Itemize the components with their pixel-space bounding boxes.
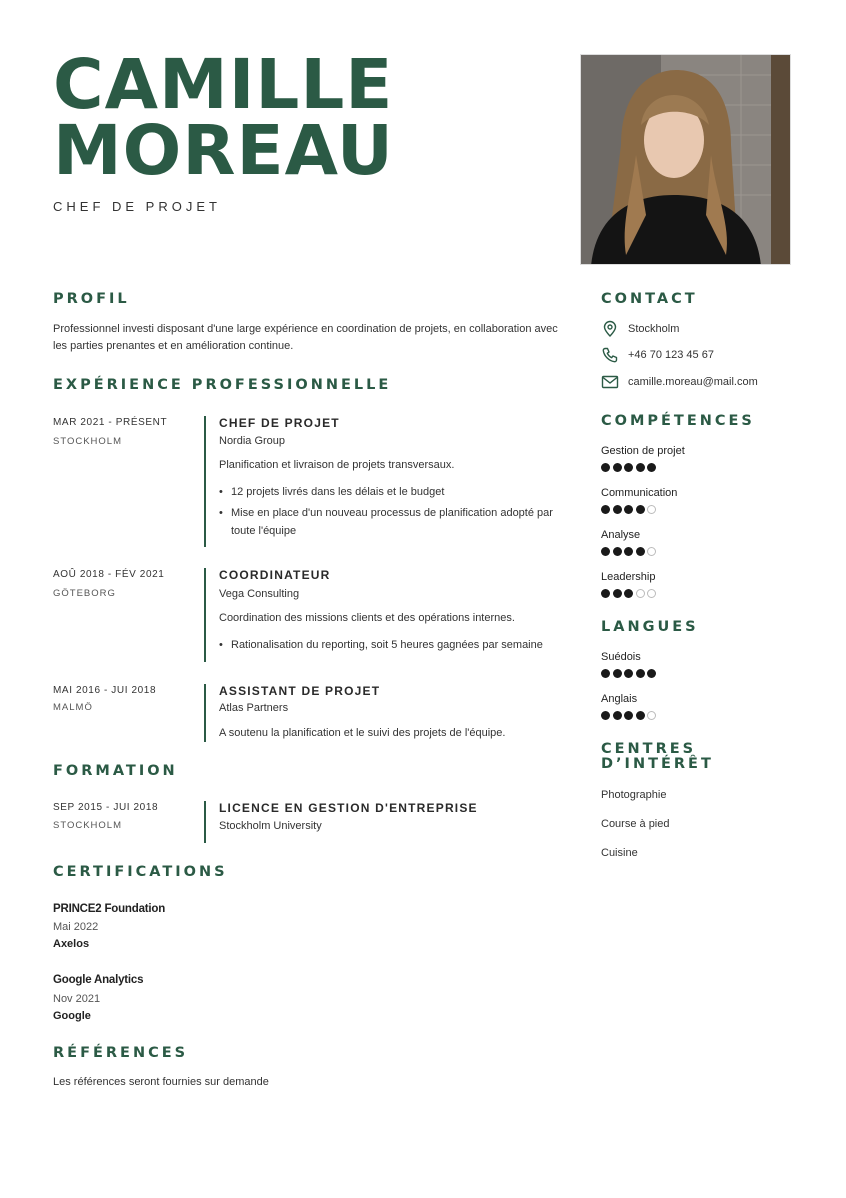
rating-dot-filled: [601, 711, 610, 720]
interest-item: Course à pied: [601, 818, 670, 830]
job-location: MALMÖ: [53, 702, 93, 713]
references-text: Les références seront fournies sur demande: [53, 1076, 269, 1088]
language-rating: [601, 669, 659, 680]
job-company: Atlas Partners: [219, 702, 289, 714]
education-dates: SEP 2015 - JUI 2018: [53, 802, 159, 813]
rating-dot-filled: [636, 463, 645, 472]
section-title-skills: COMPÉTENCES: [601, 413, 755, 429]
job-description: A soutenu la planification et le suivi des projets de l'équipe.: [219, 727, 506, 739]
rating-dot-filled: [624, 711, 633, 720]
section-title-certifications: CERTIFICATIONS: [53, 864, 228, 880]
job-bullet: • Mise en place d'un nouveau processus de planification adopté par toute l'équipe: [219, 504, 564, 540]
timeline-bar: [204, 416, 206, 547]
rating-dot-empty: [647, 547, 656, 556]
education-location: STOCKHOLM: [53, 820, 123, 831]
certification-name: PRINCE2 Foundation: [53, 903, 166, 915]
rating-dot-filled: [613, 711, 622, 720]
rating-dot-filled: [636, 669, 645, 678]
section-title-contact: CONTACT: [601, 291, 698, 307]
interests-title-line-1: CENTRES: [601, 741, 697, 757]
rating-dot-filled: [613, 505, 622, 514]
rating-dot-empty: [647, 589, 656, 598]
skill-rating: [601, 547, 659, 558]
contact-phone-text: +46 70 123 45 67: [628, 349, 714, 361]
rating-dot-filled: [601, 463, 610, 472]
phone-icon: [601, 346, 619, 364]
job-location: GÖTEBORG: [53, 588, 116, 599]
rating-dot-filled: [636, 547, 645, 556]
section-title-interests: [601, 742, 714, 772]
profile-text-line-1: Professionnel investi disposant d'une large expérience en coordination de projets, en collaboration avec: [53, 323, 558, 335]
job-description: Planification et livraison de projets transversaux.: [219, 459, 455, 471]
job-company: Vega Consulting: [219, 588, 300, 600]
rating-dot-filled: [624, 589, 633, 598]
rating-dot-filled: [624, 463, 633, 472]
skill-name: Gestion de projet: [601, 445, 685, 457]
rating-dot-filled: [624, 505, 633, 514]
interest-item: Photographie: [601, 789, 667, 801]
education-school: Stockholm University: [219, 820, 322, 832]
rating-dot-filled: [601, 589, 610, 598]
skill-rating: [601, 463, 659, 474]
job-location: STOCKHOLM: [53, 436, 123, 447]
rating-dot-filled: [647, 463, 656, 472]
job-title: COORDINATEUR: [219, 568, 331, 582]
timeline-bar: [204, 568, 206, 662]
certification-issuer: Axelos: [53, 938, 90, 950]
language-name: Anglais: [601, 693, 638, 705]
rating-dot-filled: [624, 669, 633, 678]
rating-dot-empty: [647, 711, 656, 720]
section-title-languages: LANGUES: [601, 619, 699, 635]
map-pin-icon: [601, 320, 619, 338]
skill-rating: [601, 505, 659, 516]
rating-dot-filled: [613, 589, 622, 598]
job-dates: MAI 2016 - JUI 2018: [53, 685, 157, 696]
certification-name: Google Analytics: [53, 974, 144, 986]
rating-dot-filled: [647, 669, 656, 678]
skill-name: Leadership: [601, 571, 656, 583]
skill-name: Communication: [601, 487, 678, 499]
profile-photo: [580, 54, 791, 265]
section-title-education: FORMATION: [53, 763, 178, 779]
rating-dot-filled: [601, 505, 610, 514]
profile-text: [53, 321, 573, 355]
timeline-bar: [204, 801, 206, 843]
job-description: Coordination des missions clients et des opérations internes.: [219, 612, 515, 624]
section-title-profile: PROFIL: [53, 291, 130, 307]
rating-dot-filled: [636, 505, 645, 514]
first-name: CAMILLE: [53, 45, 394, 125]
certification-date: Mai 2022: [53, 921, 99, 933]
section-title-references: RÉFÉRENCES: [53, 1045, 189, 1061]
job-dates: MAR 2021 - PRÉSENT: [53, 417, 168, 428]
rating-dot-filled: [613, 547, 622, 556]
rating-dot-empty: [636, 589, 645, 598]
contact-location-text: Stockholm: [628, 323, 680, 335]
candidate-name: [53, 45, 394, 191]
skill-rating: [601, 589, 659, 600]
certification-issuer: Google: [53, 1010, 91, 1022]
job-title: ASSISTANT DE PROJET: [219, 684, 381, 698]
job-dates: AOÛ 2018 - FÉV 2021: [53, 569, 165, 580]
rating-dot-filled: [601, 547, 610, 556]
rating-dot-filled: [613, 463, 622, 472]
job-bullet: • 12 projets livrés dans les délais et le budget: [219, 483, 564, 501]
rating-dot-filled: [636, 711, 645, 720]
language-name: Suédois: [601, 651, 641, 663]
rating-dot-filled: [601, 669, 610, 678]
education-degree: LICENCE EN GESTION D'ENTREPRISE: [219, 801, 478, 815]
section-title-experience: EXPÉRIENCE PROFESSIONNELLE: [53, 377, 392, 393]
last-name: MOREAU: [53, 111, 394, 191]
profile-text-line-2: les parties prenantes et en amélioration continue.: [53, 340, 294, 352]
job-company: Nordia Group: [219, 435, 286, 447]
language-rating: [601, 711, 659, 722]
rating-dot-empty: [647, 505, 656, 514]
contact-email-text: camille.moreau@mail.com: [628, 376, 758, 388]
interests-title-line-2: D’INTÉRÊT: [601, 756, 714, 772]
rating-dot-filled: [624, 547, 633, 556]
job-bullet: • Rationalisation du reporting, soit 5 heures gagnées par semaine: [219, 636, 564, 654]
timeline-bar: [204, 684, 206, 742]
job-title: CHEF DE PROJET: [219, 416, 340, 430]
skill-name: Analyse: [601, 529, 641, 541]
mail-icon: [601, 373, 619, 391]
rating-dot-filled: [613, 669, 622, 678]
job-title: CHEF DE PROJET: [53, 199, 221, 214]
certification-date: Nov 2021: [53, 993, 101, 1005]
interest-item: Cuisine: [601, 847, 638, 859]
